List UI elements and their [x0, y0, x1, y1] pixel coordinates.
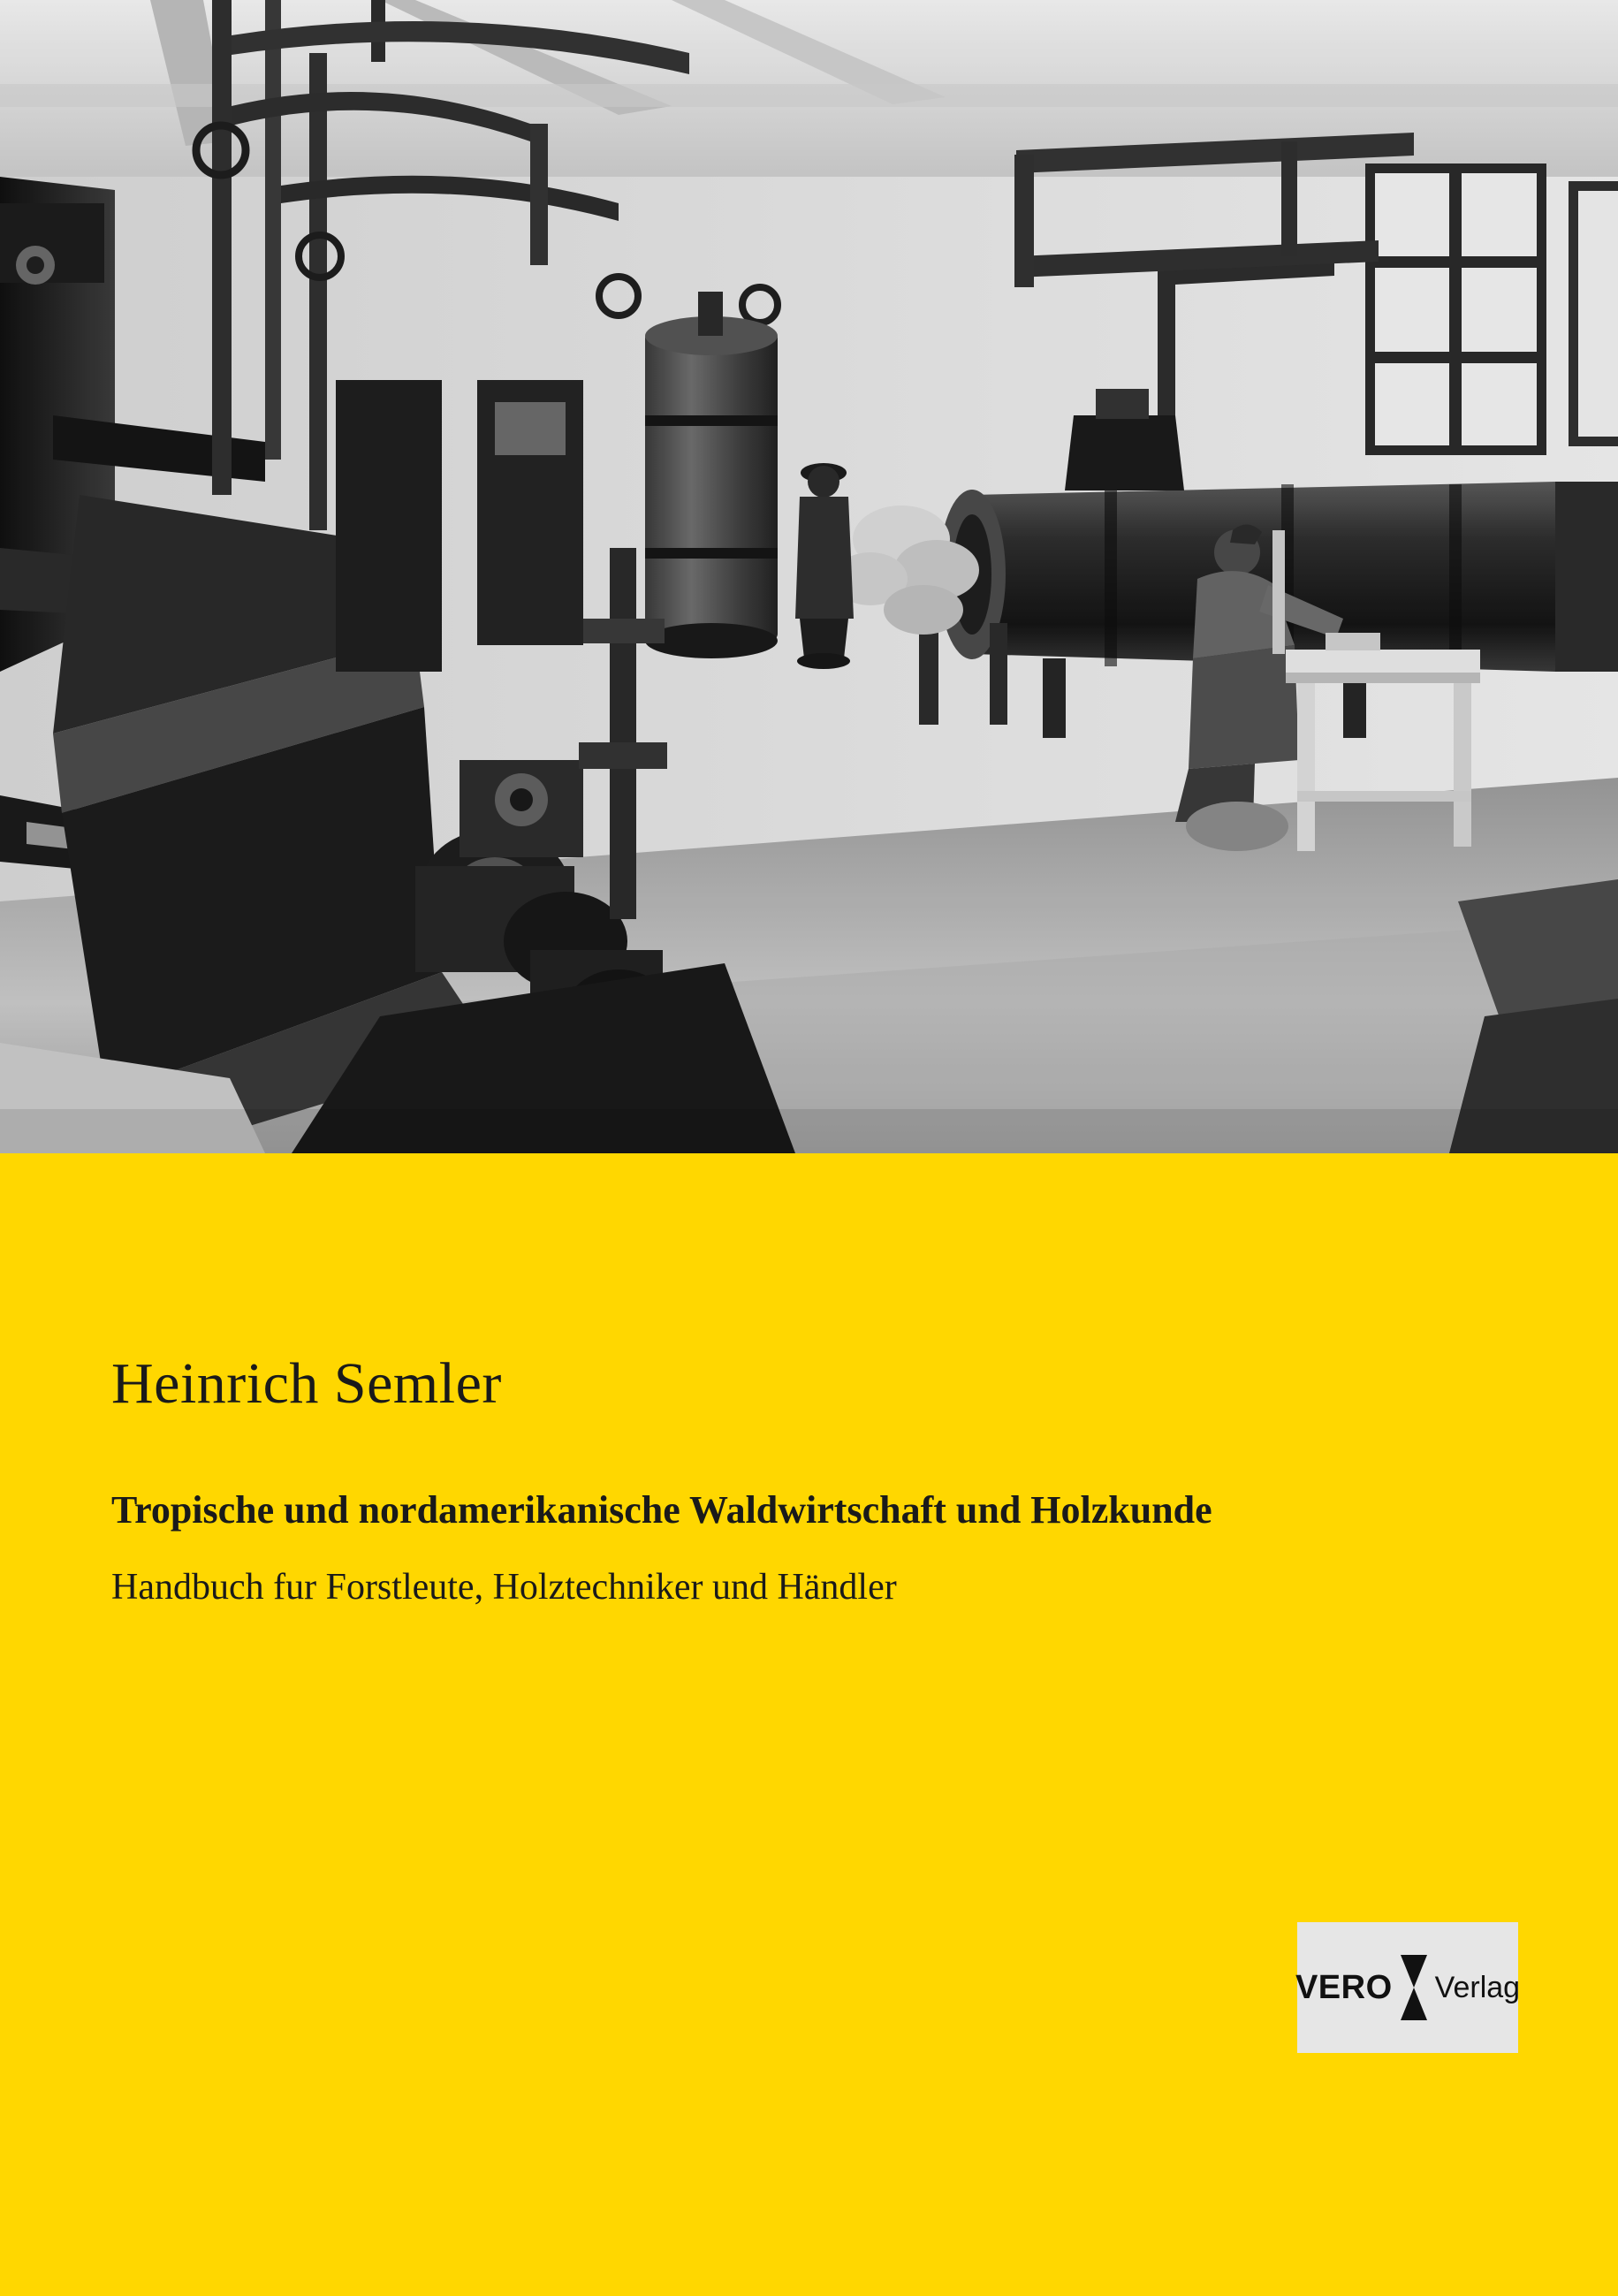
publisher-logo	[1295, 1922, 1521, 2053]
author-name: Heinrich Semler	[111, 1351, 502, 1416]
book-title: Tropische und nordamerikanische Waldwirtschaft und Holzkunde	[111, 1487, 1212, 1532]
hourglass-mark-icon	[1401, 1955, 1427, 2020]
publisher-name-secondary: Verlag	[1434, 1970, 1521, 2004]
publisher-name-primary: VERO	[1295, 1968, 1393, 2006]
book-subtitle: Handbuch fur Forstleute, Holztechniker und Händler	[111, 1566, 897, 1608]
publisher-logo-inner	[1295, 1955, 1520, 2020]
cover-text-block	[111, 1352, 1508, 1611]
